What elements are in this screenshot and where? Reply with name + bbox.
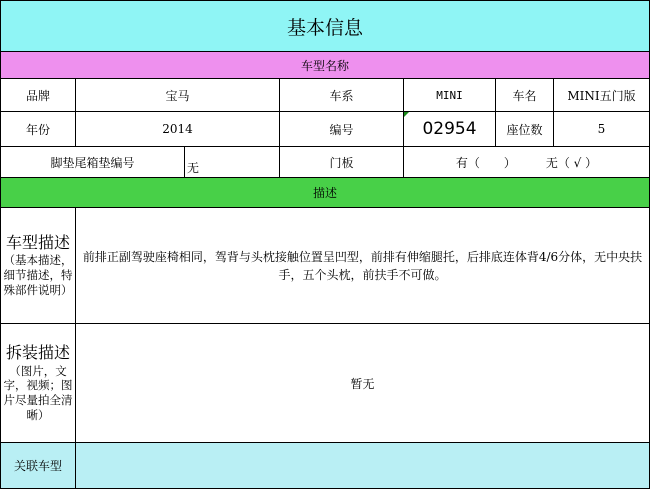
door-panel-label: 门板 — [279, 146, 404, 178]
car-desc-label-hint: （基本描述，细节描述，特殊部件说明） — [3, 253, 73, 298]
seats-label: 座位数 — [495, 111, 554, 147]
door-option-yes[interactable]: 有（ ） — [455, 155, 516, 170]
section-header-description: 描述 — [0, 177, 650, 208]
code-value[interactable]: 02954 — [403, 111, 496, 147]
brand-label: 品牌 — [0, 78, 76, 112]
install-desc-label — [0, 323, 76, 443]
series-value[interactable]: MINI — [403, 78, 496, 112]
install-desc-label-hint: （图片，文字，视频；图片尽量拍全清晰） — [3, 363, 73, 423]
door-option-no[interactable]: 无（ √ ） — [545, 155, 598, 170]
page-title: 基本信息 — [0, 0, 650, 52]
car-desc-label — [0, 207, 76, 324]
related-models-value[interactable] — [75, 442, 650, 489]
mat-code-value[interactable]: 无 — [184, 146, 280, 178]
install-desc-label-title: 拆装描述 — [5, 342, 70, 362]
series-label: 车系 — [279, 78, 404, 112]
model-label: 车名 — [495, 78, 554, 112]
cell-comment-marker — [404, 112, 409, 117]
car-desc-label-title: 车型描述 — [5, 232, 70, 252]
door-panel-options[interactable] — [403, 146, 650, 178]
related-models-label: 关联车型 — [0, 442, 76, 489]
seats-value[interactable]: 5 — [553, 111, 650, 147]
mat-code-label: 脚垫尾箱垫编号 — [0, 146, 185, 178]
car-desc-text[interactable]: 前排正副驾驶座椅相同，驾背与头枕接触位置呈凹型，前排有伸缩腿托，后排底连体背4/6分体，无中央扶手，五个头枕，前扶手不可做。 — [75, 207, 650, 324]
code-label: 编号 — [279, 111, 404, 147]
brand-value[interactable]: 宝马 — [75, 78, 280, 112]
install-desc-text[interactable]: 暂无 — [75, 323, 650, 443]
section-header-car-name: 车型名称 — [0, 51, 650, 79]
year-value[interactable]: 2014 — [75, 111, 280, 147]
year-label: 年份 — [0, 111, 76, 147]
model-value[interactable]: MINI五门版 — [553, 78, 650, 112]
